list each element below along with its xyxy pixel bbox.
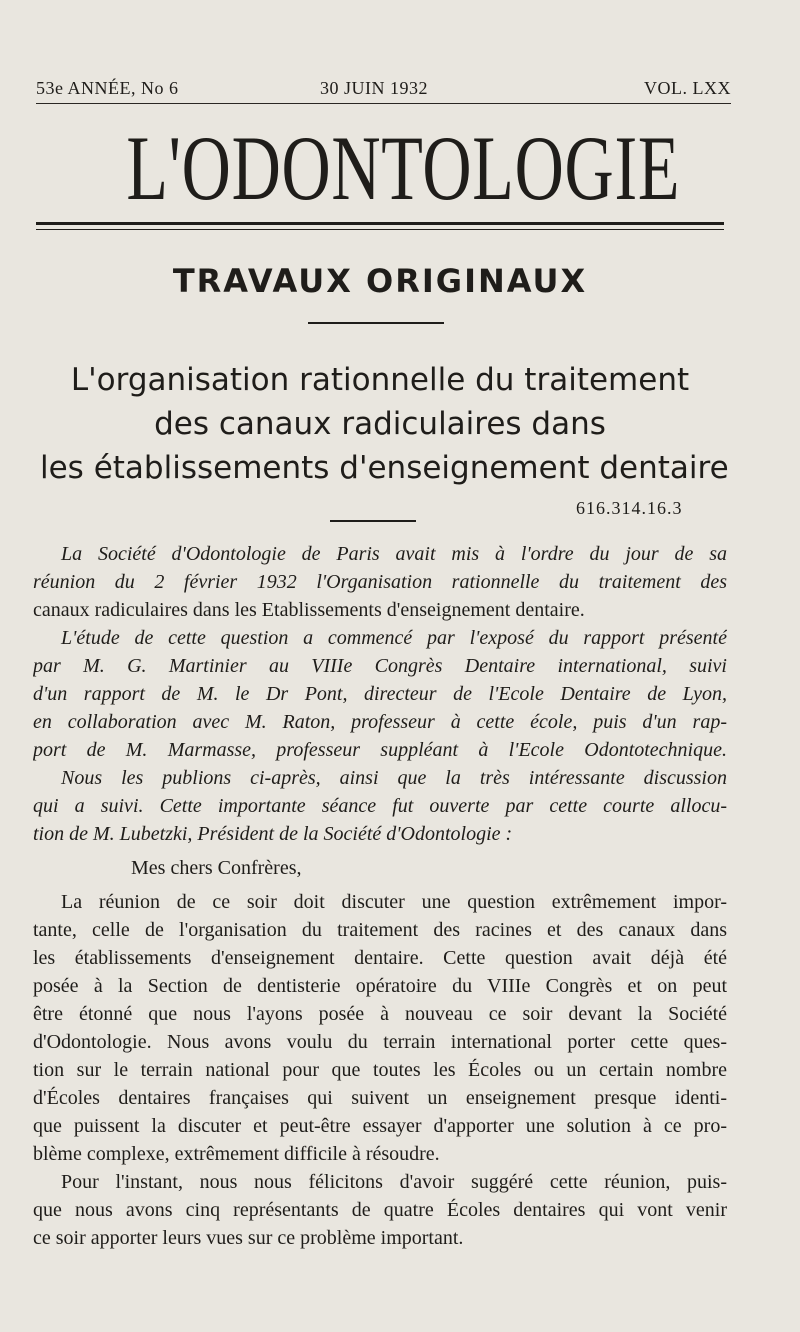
salutation: Mes chers Confrères, [131, 857, 302, 879]
intro-line: Nous les publions ci-après, ainsi que la très intéressante discussion [61, 767, 727, 789]
speech-line: les établissements d'enseignement dentaire. Cette question avait déjà été [33, 947, 727, 969]
intro-line: canaux radiculaires dans les Etablissements d'enseignement dentaire. [33, 599, 585, 621]
article-body [33, 540, 727, 1252]
speech-line: blème complexe, extrêmement difficile à résoudre. [33, 1143, 440, 1165]
intro-line: en collaboration avec M. Raton, professeur à cette école, puis d'un rap- [33, 711, 727, 733]
article-title [40, 358, 729, 490]
classification-number: 616.314.16.3 [576, 498, 683, 518]
speech-line: d'Écoles dentaires françaises qui suivent un enseignement presque identi- [33, 1087, 727, 1109]
intro-line: d'un rapport de M. le Dr Pont, directeur de l'Ecole Dentaire de Lyon, [33, 683, 727, 705]
speech-line: La réunion de ce soir doit discuter une question extrêmement impor- [61, 891, 727, 913]
intro-line: tion de M. Lubetzki, Président de la Société d'Odontologie : [33, 823, 513, 845]
intro-line: par M. G. Martinier au VIIIe Congrès Dentaire international, suivi [33, 655, 727, 677]
intro-line: La Société d'Odontologie de Paris avait mis à l'ordre du jour de sa [61, 543, 727, 565]
header-rule [36, 103, 731, 104]
section-rule [308, 322, 444, 324]
speech-line: tante, celle de l'organisation du traitement des racines et des canaux dans [33, 919, 727, 941]
journal-title: L'ODONTOLOGIE [126, 117, 681, 219]
title-rule-thick [36, 222, 724, 225]
intro-line: L'étude de cette question a commencé par l'exposé du rapport présenté [61, 627, 727, 649]
section-heading: TRAVAUX ORIGINAUX [172, 262, 588, 300]
issue-number: 53e ANNÉE, No 6 [36, 78, 179, 98]
speech-line: Pour l'instant, nous nous félicitons d'avoir suggéré cette réunion, puis- [61, 1171, 727, 1193]
intro-line: port de M. Marmasse, professeur suppléant à l'Ecole Odontotechnique. [33, 739, 727, 761]
intro-line: réunion du 2 février 1932 l'Organisation rationnelle du traitement des [33, 571, 727, 593]
speech-line: que nous avons cinq représentants de quatre Écoles dentaires qui vont venir [33, 1199, 727, 1221]
speech-line: ce soir apporter leurs vues sur ce problème important. [33, 1227, 464, 1249]
classification-rule [330, 520, 416, 522]
running-header [36, 78, 731, 104]
article-title-line: des canaux radiculaires dans [154, 406, 606, 442]
article-title-line: les établissements d'enseignement dentaire [40, 450, 729, 486]
speech-line: posée à la Section de dentisterie opératoire du VIIIe Congrès et on peut [33, 975, 727, 997]
speech-line: être étonné que nous l'ayons posée à nouveau ce soir devant la Société [33, 1003, 727, 1025]
volume-number: VOL. LXX [644, 78, 731, 98]
title-rule-thin [36, 229, 724, 230]
speech-line: d'Odontologie. Nous avons voulu du terrain international porter cette ques- [33, 1031, 727, 1053]
speech-line: tion sur le terrain national pour que toutes les Écoles ou un certain nombre [33, 1059, 727, 1081]
article-title-line: L'organisation rationnelle du traitement [70, 362, 690, 398]
speech-line: que puissent la discuter et peut-être essayer d'apporter une solution à ce pro- [33, 1115, 727, 1137]
intro-line: qui a suivi. Cette importante séance fut ouverte par cette courte allocu- [33, 795, 727, 817]
issue-date: 30 JUIN 1932 [320, 78, 428, 98]
